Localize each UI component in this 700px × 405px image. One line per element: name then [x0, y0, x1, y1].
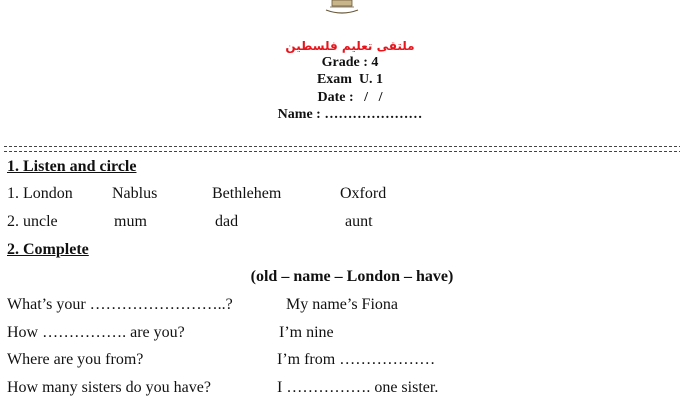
date-label: Date : / /: [317, 90, 383, 105]
school-logo-icon: [318, 0, 366, 16]
listen-option[interactable]: Oxford: [340, 185, 387, 202]
listen-option[interactable]: 1. London: [7, 185, 73, 202]
complete-question: How many sisters do you have?: [7, 379, 211, 396]
complete-question[interactable]: What’s your ……………………..?: [7, 296, 233, 313]
complete-question: Where are you from?: [7, 351, 144, 368]
double-divider: [4, 146, 680, 152]
name-label: Name : …………………: [277, 107, 423, 122]
listen-option[interactable]: mum: [114, 213, 147, 230]
section-1-title: 1. Listen and circle: [7, 158, 137, 175]
site-title-arabic: ملتقى تعليم فلسطين: [285, 39, 415, 53]
grade-label: Grade : 4: [321, 55, 379, 70]
word-bank: (old – name – London – have): [250, 268, 454, 285]
complete-answer: My name’s Fiona: [286, 296, 398, 313]
complete-answer[interactable]: I ……………. one sister.: [277, 379, 439, 396]
complete-answer: I’m nine: [279, 324, 334, 341]
exam-label: Exam U. 1: [316, 72, 384, 87]
listen-option[interactable]: dad: [215, 213, 239, 230]
listen-option[interactable]: 2. uncle: [7, 213, 58, 230]
section-2-title: 2. Complete: [7, 241, 89, 258]
listen-option[interactable]: Nablus: [112, 185, 158, 202]
complete-question[interactable]: How ……………. are you?: [7, 324, 185, 341]
listen-option[interactable]: aunt: [345, 213, 373, 230]
complete-answer[interactable]: I’m from ………………: [277, 351, 436, 368]
listen-option[interactable]: Bethlehem: [212, 185, 282, 202]
